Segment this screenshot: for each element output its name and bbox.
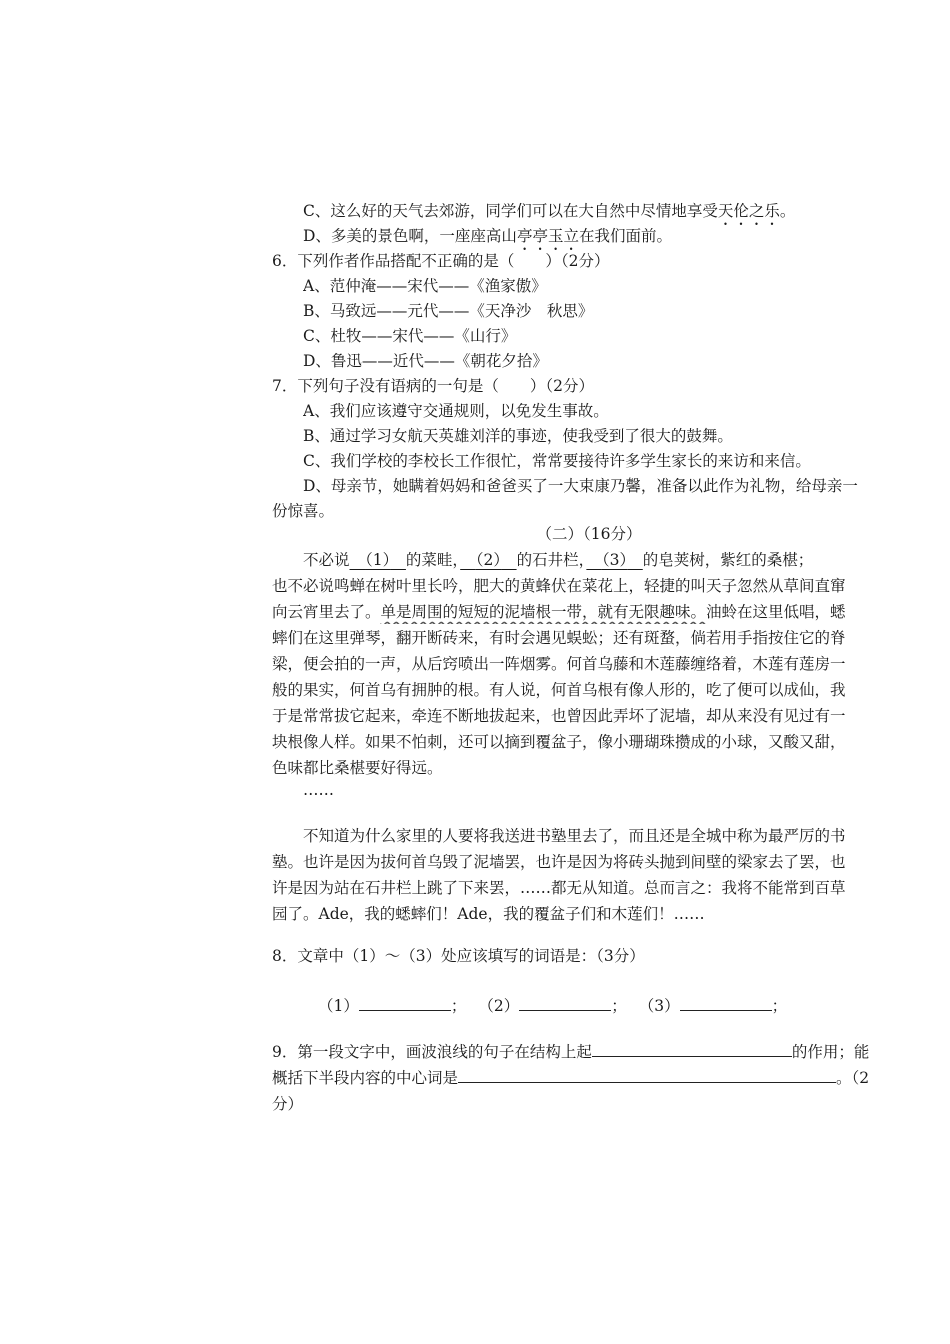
- q7-option-c: C、我们学校的李校长工作很忙，常常要接待许多学生家长的来访和来信。: [303, 452, 811, 470]
- passage-line: 塾。也许是因为拔何首乌毁了泥墙罢，也许是因为将砖头抛到间壁的梁家去了罢，也: [272, 853, 846, 871]
- q8-answer-blank-2[interactable]: [519, 994, 611, 1011]
- passage-line: 许是因为站在石井栏上跳了下来罢，……都无从知道。总而言之：我将不能常到百草: [272, 879, 846, 897]
- passage-line: 于是常常拔它起来，牵连不断地拔起来，也曾因此弄坏了泥墙，却从来没有见过有一: [272, 707, 846, 725]
- q5-option-c-emphasis: 天伦之乐: [717, 202, 780, 220]
- passage-line: 不必说 （1） 的菜畦， （2） 的石井栏， （3） 的皂荚树，紫红的桑椹；: [303, 551, 814, 569]
- q9-line: 9．第一段文字中，画波浪线的句子在结构上起 的作用；能: [272, 1040, 906, 1064]
- q7-option-d-continued: 份惊喜。: [272, 502, 335, 520]
- passage-line: 向云宵里去了。单是周围的短短的泥墙根一带，就有无限趣味。油蛉在这里低唱，蟋: [272, 603, 846, 621]
- passage-line: 块根像人样。如果不怕刺，还可以摘到覆盆子，像小珊瑚珠攒成的小球，又酸又甜，: [272, 733, 846, 751]
- section-heading: （二）（16分）: [536, 525, 642, 543]
- q7-stem: 7．下列句子没有语病的一句是（ ）（2分）: [272, 377, 594, 395]
- passage-blank-1: （1）: [365, 551, 391, 569]
- passage-line: 蟀们在这里弹琴，翻开断砖来，有时会遇见蜈蚣；还有斑蝥，倘若用手指按住它的脊: [272, 629, 846, 647]
- q5-option-c: C、这么好的天气去郊游，同学们可以在大自然中尽情地享受天伦之乐。: [303, 202, 796, 220]
- passage-line: 梁，便会拍的一声，从后窍喷出一阵烟雾。何首乌藤和木莲藤缠络着，木莲有莲房一: [272, 655, 846, 673]
- q6-option-b: B、马致远——元代——《天净沙 秋思》: [303, 302, 594, 320]
- wavy-underlined-sentence: 单是周围的短短的泥墙根一带，就有无限趣味。: [380, 603, 707, 621]
- q6-stem: 6．下列作者作品搭配不正确的是（ ）（2分）: [272, 252, 610, 270]
- q9-answer-blank-2[interactable]: [458, 1066, 836, 1083]
- q9-line: 分）: [272, 1095, 304, 1113]
- q9-answer-blank-1[interactable]: [592, 1040, 792, 1057]
- passage-line: 般的果实，何首乌有拥肿的根。有人说，何首乌根有像人形的，吃了便可以成仙，我: [272, 681, 846, 699]
- passage-ellipsis: ……: [303, 781, 334, 799]
- q5-option-d: D、多美的景色啊，一座座高山亭亭玉立在我们面前。: [303, 227, 672, 245]
- q6-option-c: C、杜牧——宋代——《山行》: [303, 327, 517, 345]
- q8-answer-blank-3[interactable]: [680, 994, 772, 1011]
- q7-option-a: A、我们应该遵守交通规则，以免发生事故。: [303, 402, 609, 420]
- passage-line: 园了。Ade，我的蟋蟀们！Ade，我的覆盆子们和木莲们！……: [272, 905, 705, 923]
- passage-blank-3: （3）: [601, 551, 628, 569]
- q7-option-b: B、通过学习女航天英雄刘洋的事迹，使我受到了很大的鼓舞。: [303, 427, 733, 445]
- q8-answer-row: （1） ； （2） ； （3） ；: [318, 994, 906, 1018]
- passage-blank-2: （2）: [475, 551, 502, 569]
- q6-option-d: D、鲁迅——近代——《朝花夕拾》: [303, 352, 548, 370]
- passage-line: 色味都比桑椹要好得远。: [272, 759, 443, 777]
- passage-line: 也不必说鸣蝉在树叶里长吟，肥大的黄蜂伏在菜花上，轻捷的叫天子忽然从草间直窜: [272, 577, 846, 595]
- q9-line: 概括下半段内容的中心词是 。（2: [272, 1066, 906, 1090]
- q6-option-a: A、范仲淹——宋代——《渔家傲》: [303, 277, 547, 295]
- q7-option-d: D、母亲节，她瞒着妈妈和爸爸买了一大束康乃馨，准备以此作为礼物，给母亲一: [303, 477, 858, 495]
- q5-option-d-emphasis: 亭亭玉立: [516, 227, 579, 245]
- passage-line: 不知道为什么家里的人要将我送进书塾里去了，而且还是全城中称为最严厉的书: [303, 827, 846, 845]
- q8-answer-blank-1[interactable]: [359, 994, 451, 1011]
- q8-stem: 8．文章中（1）～（3）处应该填写的词语是：（3分）: [272, 947, 645, 965]
